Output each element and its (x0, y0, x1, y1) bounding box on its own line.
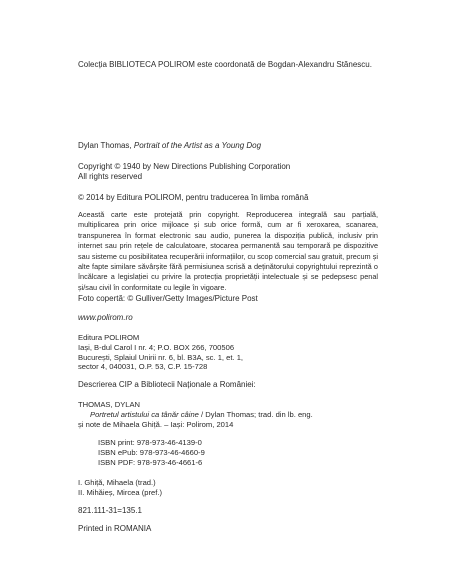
translation-copyright: © 2014 by Editura POLIROM, pentru traducerea în limba română (78, 193, 309, 202)
isbn-pdf: ISBN PDF: 978-973-46-4661-6 (98, 457, 203, 467)
cip-statement-cont: și note de Mihaela Ghiță. – Iași: Polirom, 2014 (78, 419, 234, 429)
original-copyright (78, 162, 290, 182)
contributor-preface: II. Mihăieș, Mircea (pref.) (78, 487, 162, 497)
cover-photo-credit: Foto copertă: © Gulliver/Getty Images/Picture Post (78, 294, 258, 303)
isbn-epub: ISBN ePub: 978-973-46-4660-9 (98, 447, 205, 457)
publisher-address-line: București, Splaiul Unirii nr. 6, bl. B3A, sc. 1, et. 1, (78, 352, 244, 362)
printed-in: Printed in ROMANIA (78, 524, 152, 533)
rights-reserved-line: All rights reserved (78, 172, 143, 182)
book-title: Portrait of the Artist as a Young Dog (133, 141, 262, 150)
book-credit (78, 141, 261, 152)
cip-statement: / Dylan Thomas; trad. din lb. eng. (198, 409, 313, 419)
publisher-address-line: sector 4, 040031, O.P. 53, C.P. 15-728 (78, 362, 208, 372)
cip-heading: Descrierea CIP a Bibliotecii Naționale a României: (78, 380, 256, 389)
original-copyright-line: Copyright © 1940 by New Directions Publishing Corporation (78, 162, 291, 171)
publisher-name: Editura POLIROM (78, 333, 140, 342)
series-note: Colecția BIBLIOTECA POLIROM este coordonată de Bogdan-Alexandru Stănescu. (78, 60, 372, 69)
book-author: Dylan Thomas, (78, 141, 132, 150)
isbn-list (78, 438, 205, 467)
contributors-list (78, 478, 162, 498)
cip-title: Portretul artistului ca tânăr câine (90, 409, 199, 419)
publisher-info (78, 333, 243, 372)
udc-code: 821.111-31=135.1 (78, 506, 142, 515)
legal-notice: Această carte este protejată prin copyright. Reproducerea integrală sau parțială, multiplicarea prin orice mijloace și sub orice formă, cum ar fi xeroxarea, scanarea, transpunerea în format electronic sau audio, punerea la dispoziția publică, inclusiv prin internet sau prin rețele de calculatoare, stocarea permanentă sau temporară pe dispozitive sau sisteme cu posibilitatea recuperării informațiilor, cu scop comercial sau gratuit, precum și alte fapte similare săvârșite fără permisiunea scrisă a deținătorului copyrightului reprezintă o încălcare a legislației cu privire la protecția proprietății intelectuale și se pedepsesc penal și/sau civil în conformitate cu legile în vigoare. (78, 210, 378, 292)
contributor-translator: I. Ghiță, Mihaela (trad.) (78, 478, 156, 487)
website-link[interactable]: www.polirom.ro (78, 313, 133, 322)
cip-title-statement (78, 410, 313, 420)
cip-main-entry: THOMAS, DYLAN (78, 400, 141, 409)
publisher-address-line: Iași, B-dul Carol I nr. 4; P.O. BOX 266, 700506 (78, 342, 235, 352)
cip-record (78, 400, 313, 429)
isbn-print: ISBN print: 978-973-46-4139-0 (98, 438, 202, 447)
